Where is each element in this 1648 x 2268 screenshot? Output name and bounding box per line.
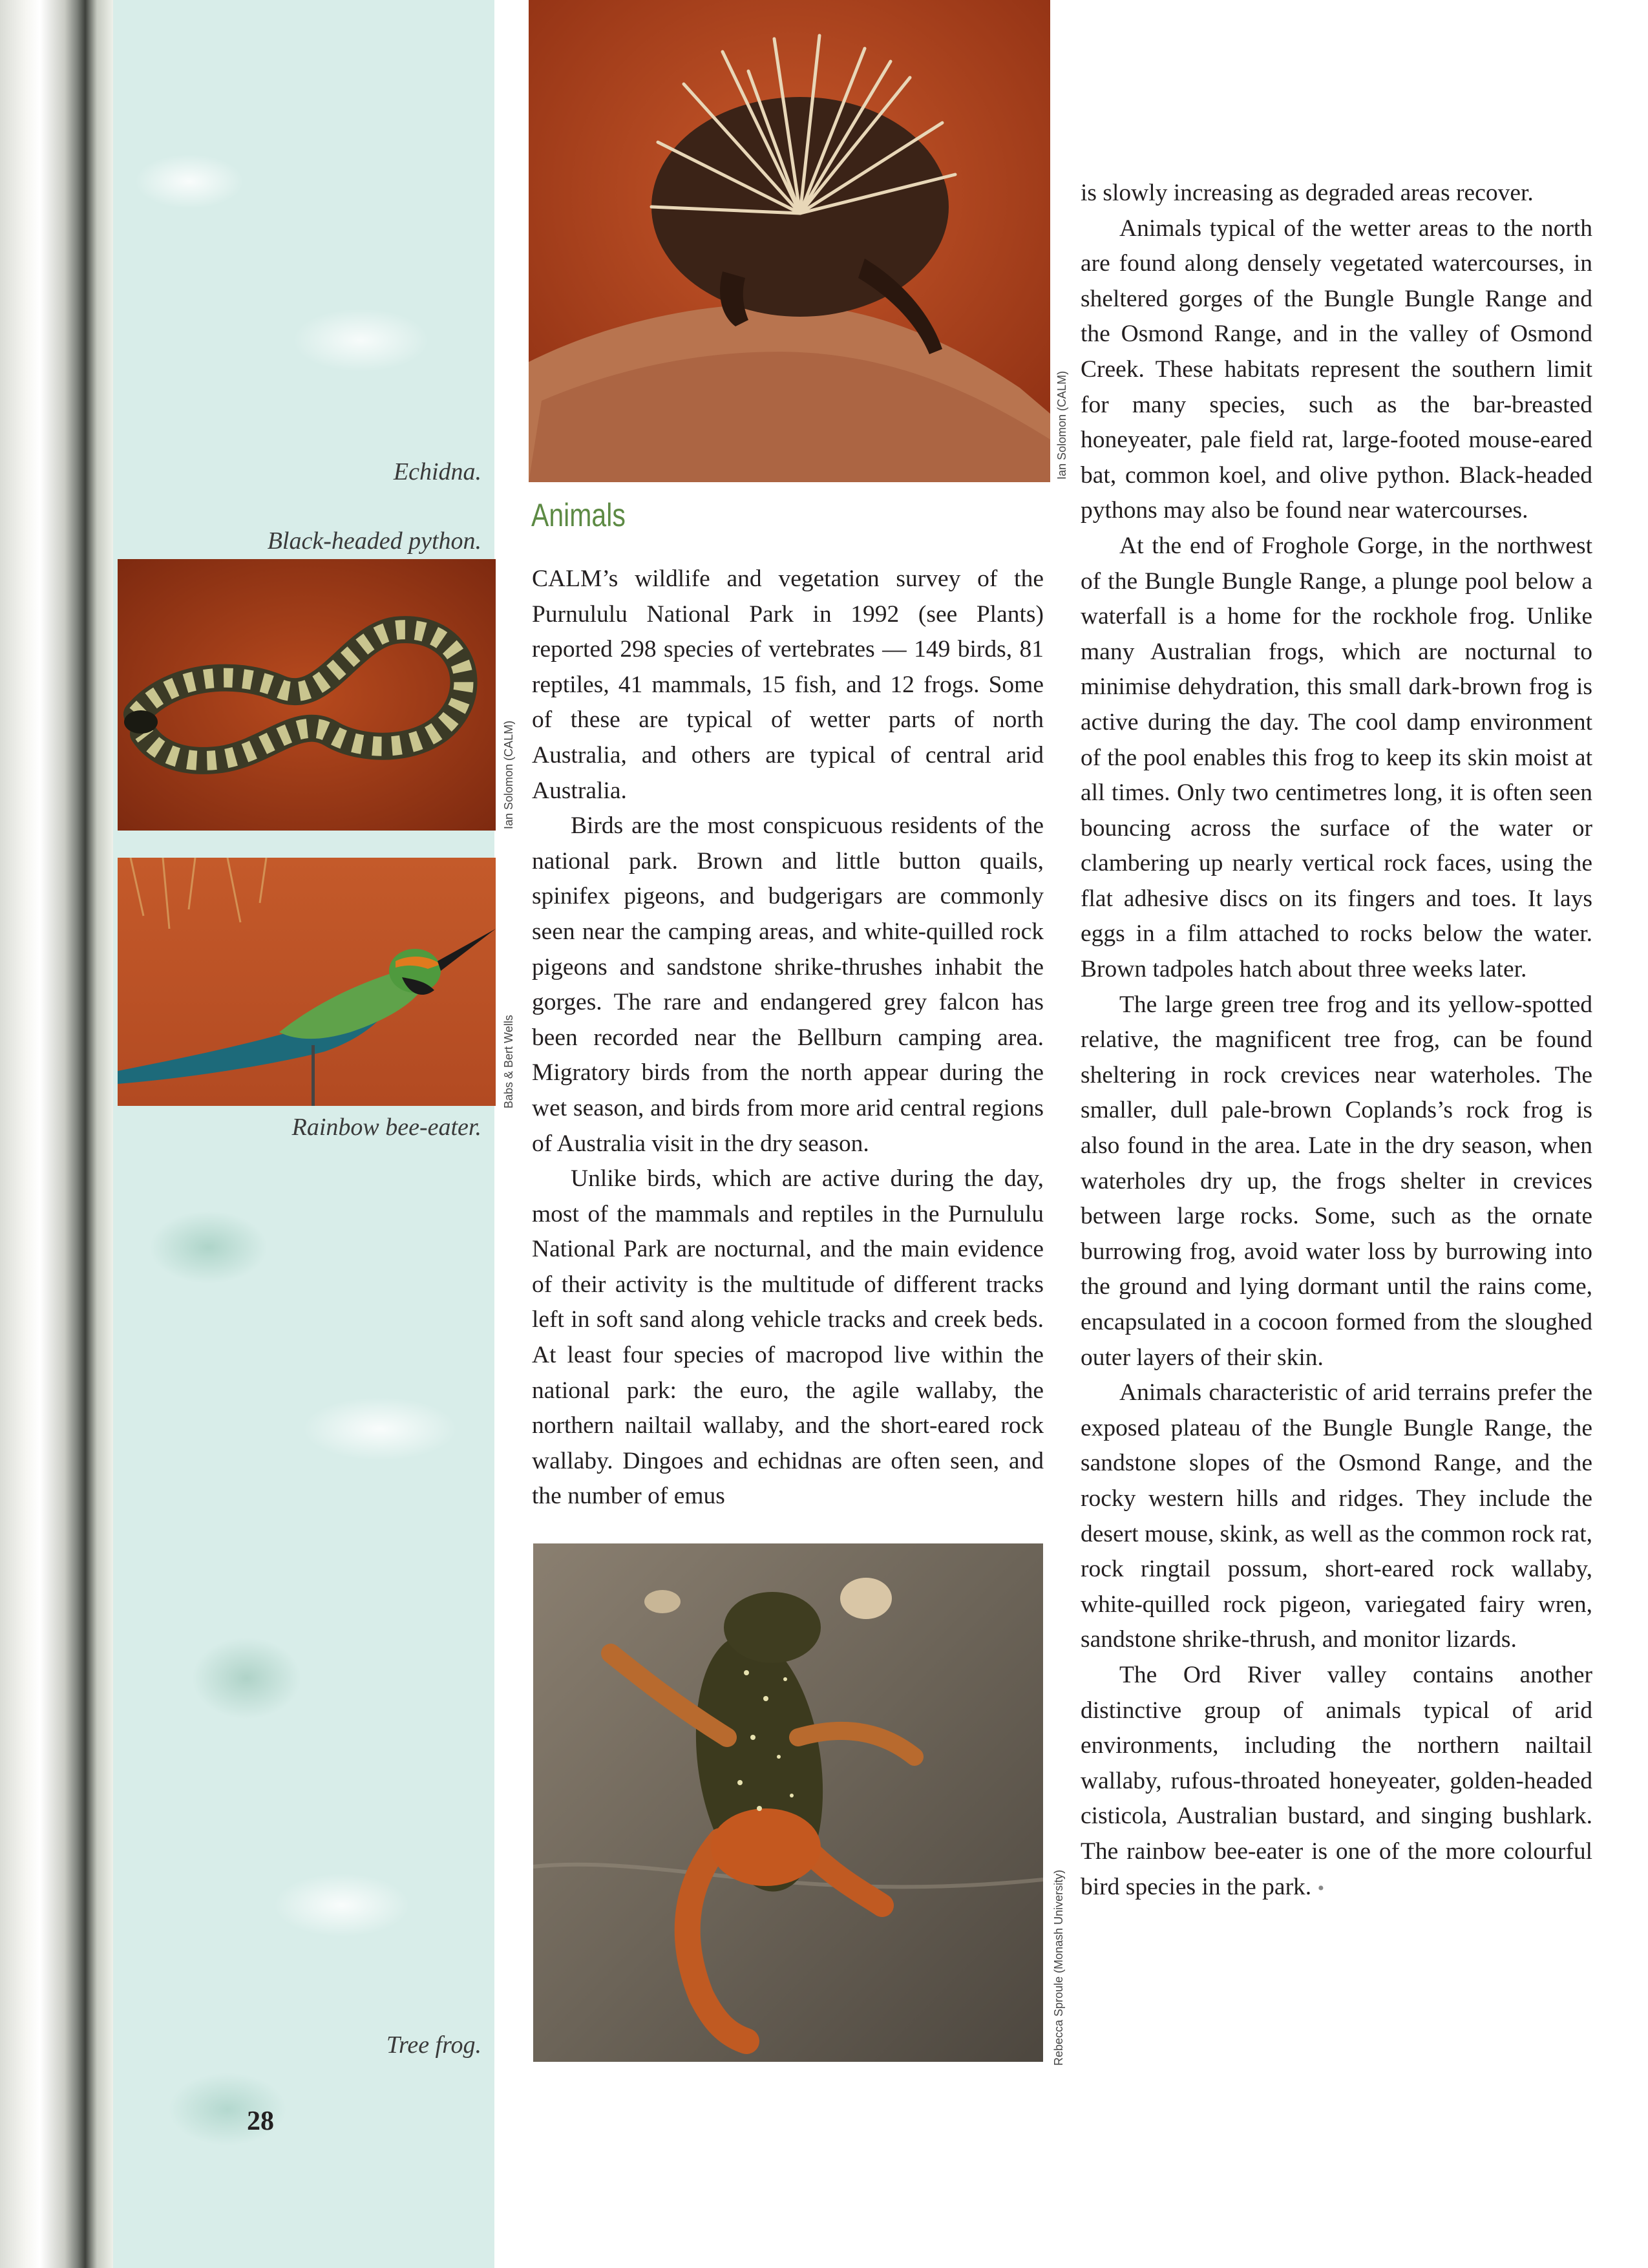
echidna-photo-credit: Ian Solomon (CALM) — [1055, 370, 1068, 480]
right-column — [1081, 176, 1592, 1906]
paragraph: The large green tree frog and its yellow-spotted relative, the magnificent tree frog, can be found sheltering in rock crevices near waterholes. The smaller, dull pale-brown Coplands’s rock frog is also found in the area. Late in the dry season, when waterholes dry up, the frogs shelter in crevices between large rocks. Some, such as the ornate burrowing frog, avoid water loss by burrowing into the ground and lying dormant until the rains come, encapsulated in a cocoon formed from the sloughed outer layers of their skin. — [1081, 991, 1592, 1371]
paragraph-last — [1081, 1658, 1592, 1906]
python-caption: Black-headed python. — [267, 527, 481, 555]
echidna-photo — [529, 0, 1050, 482]
bee-eater-photo — [118, 858, 496, 1106]
paragraph: Unlike birds, which are active during the day, most of the mammals and reptiles in the Purnululu National Park are nocturnal, and the main evidence of their activity is the multitude of different tracks left in soft sand along vehicle tracks and creek beds. At least four species of macropod live within the national park: the euro, the agile wallaby, the northern nailtail wallaby, and the short-eared rock wallaby. Dingoes and echidnas are often seen, and the number of emus — [532, 1165, 1044, 1510]
frog-photo-credit: Rebecca Sproule (Monash University) — [1052, 1869, 1065, 2066]
echidna-caption: Echidna. — [393, 458, 481, 485]
paragraph: At the end of Froghole Gorge, in the northwest of the Bungle Bungle Range, a plunge pool below a waterfall is a home for the rockhole frog. Unlike many Australian frogs, which are nocturnal to minimise dehydration, this small dark-brown frog is active during the day. The cool damp environment of the pool enables this frog to keep its skin moist at all times. Only two centimetres long, it is often seen bouncing across the surface of the water or clambering up nearly vertical rock faces, using the flat adhesive discs on its fingers and toes. It lays eggs in a film attached to rocks below the water. Brown tadpoles hatch about three weeks later. — [1081, 532, 1592, 983]
python-photo — [118, 559, 496, 831]
paragraph: Birds are the most conspicuous residents of the national park. Brown and little button quails, spinifex pigeons, and budgerigars are commonly seen near the camping areas, and white-quilled rock pigeons and sandstone shrike-thrushes inhabit the gorges. The rare and endangered grey falcon has been recorded near the Bellburn camping area. Migratory birds from the north appear during the wet season, and birds from more arid central regions of Australia visit in the dry season. — [532, 812, 1044, 1157]
page-binding — [0, 0, 113, 2268]
bee-eater-photo-credit: Babs & Bert Wells — [502, 1015, 515, 1108]
middle-column — [532, 562, 1044, 1514]
paragraph: is slowly increasing as degraded areas recover. — [1081, 180, 1534, 206]
page-number: 28 — [247, 2106, 274, 2136]
paragraph: CALM’s wildlife and vegetation survey of the Purnululu National Park in 1992 (see Plants) reported 298 species of vertebrates — 149 birds, 81 reptiles, 41 mammals, 15 fish, and 12 frogs. Some of these are typical of wetter parts of north Australia, and others are typical of central arid Australia. — [532, 566, 1044, 804]
python-photo-credit: Ian Solomon (CALM) — [502, 720, 515, 829]
frog-caption: Tree frog. — [386, 2031, 481, 2059]
paragraph: Animals typical of the wetter areas to the north are found along densely vegetated watercourses, in sheltered gorges of the Bungle Bungle Range and the Osmond Range, and in the valley of Osmond Creek. These habitats represent the southern limit for many species, such as the bar-breasted honeyeater, pale field rat, large-footed mouse-eared bat, common koel, and olive python. Black-headed pythons may also be found near watercourses. — [1081, 215, 1592, 524]
frog-photo — [533, 1543, 1043, 2062]
bee-eater-caption: Rainbow bee-eater. — [291, 1114, 481, 1141]
paragraph-text: The Ord River valley contains another distinctive group of animals typical of arid environments, including the northern nailtail wallaby, rufous-throated honeyeater, golden-headed cisticola, Australian bustard, and singing bushlark. The rainbow bee-eater is one of the more colourful bird species in the park. — [1081, 1661, 1592, 1900]
paragraph: Animals characteristic of arid terrains prefer the exposed plateau of the Bungle Bungle Range, the sandstone slopes of the Osmond Range, and the rocky western hills and ridges. They include the desert mouse, skink, as well as the common rock rat, rock ringtail possum, short-eared rock wallaby, white-quilled rock pigeon, variegated fairy wren, sandstone shrike-thrush, and monitor lizards. — [1081, 1379, 1592, 1653]
section-heading: Animals — [531, 497, 626, 533]
end-mark-icon: • — [1317, 1877, 1325, 1899]
